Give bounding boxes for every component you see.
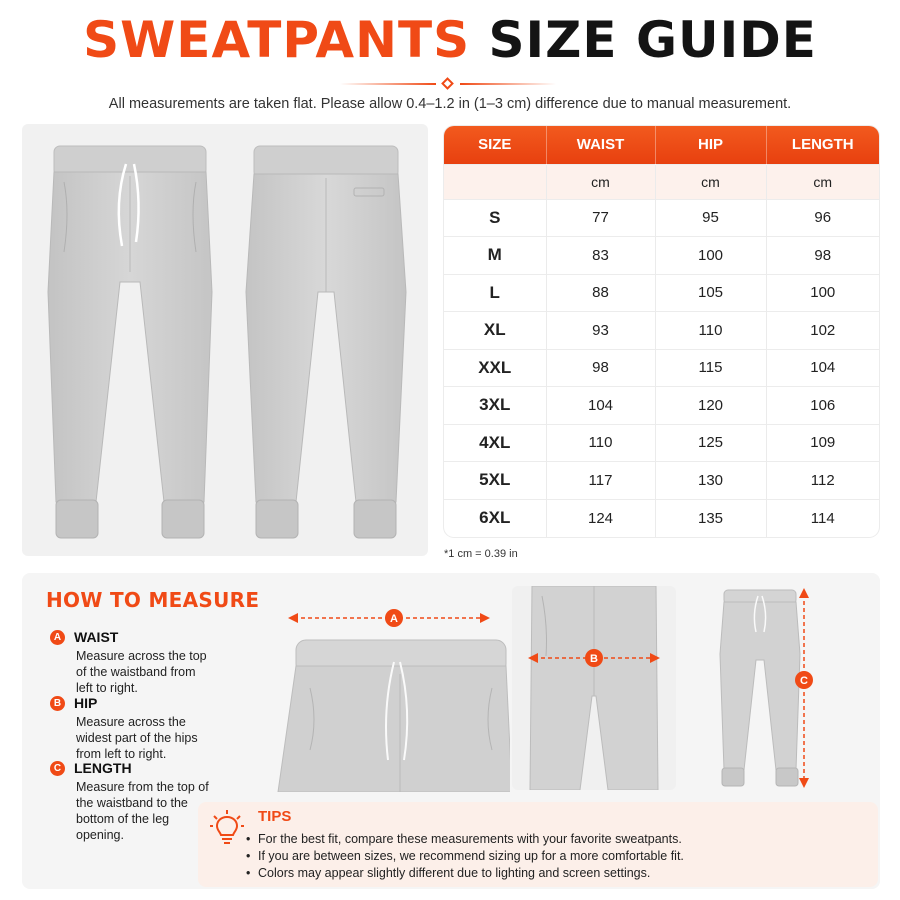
hip-cell: 125: [655, 424, 766, 462]
table-row: [444, 199, 879, 237]
header-waist: WAIST: [546, 126, 655, 164]
table-header-row: [444, 126, 879, 164]
table-row: [444, 387, 879, 425]
tip-item: • For the best fit, compare these measurements with your favorite sweatpants.: [244, 831, 684, 848]
badge-a-icon: A: [390, 613, 398, 625]
front-view-pants-image: [40, 142, 220, 542]
waist-cell: 117: [546, 462, 655, 500]
waist-cell: 124: [546, 499, 655, 537]
hip-cell: 100: [655, 237, 766, 275]
size-cell: L: [444, 274, 546, 312]
back-view-pants-image: [236, 142, 416, 542]
title-divider: [340, 78, 556, 90]
unit-cell: cm: [655, 164, 766, 199]
hip-cell: 130: [655, 462, 766, 500]
hip-cell: 135: [655, 499, 766, 537]
table-row: [444, 462, 879, 500]
waist-cell: 93: [546, 312, 655, 350]
units-row: [444, 164, 879, 199]
hip-measure-diagram: [512, 586, 676, 790]
unit-cell: cm: [546, 164, 655, 199]
badge-b-icon: B: [590, 653, 598, 665]
measure-item-waist: [50, 629, 210, 696]
tip-item: • If you are between sizes, we recommend sizing up for a more comfortable fit.: [244, 848, 684, 865]
header-hip: HIP: [655, 126, 766, 164]
length-cell: 112: [766, 462, 879, 500]
diamond-icon: [441, 77, 454, 90]
measure-description: Measure from the top of the waistband to the bottom of the leg opening.: [76, 780, 209, 842]
length-cell: 106: [766, 387, 879, 425]
product-photo-panel: [22, 124, 428, 556]
table-row: [444, 424, 879, 462]
length-cell: 100: [766, 274, 879, 312]
title-accent: SWEATPANTS: [83, 11, 471, 69]
lightbulb-icon: [210, 810, 244, 846]
badge-c-icon: C: [800, 675, 808, 687]
length-cell: 104: [766, 349, 879, 387]
tip-item: • Colors may appear slightly different due to lighting and screen settings.: [244, 865, 684, 882]
waist-measure-diagram: [270, 600, 510, 792]
waist-cell: 110: [546, 424, 655, 462]
length-cell: 114: [766, 499, 879, 537]
length-measure-diagram: [700, 584, 840, 792]
header-size: SIZE: [444, 126, 546, 164]
size-cell: S: [444, 199, 546, 237]
hip-cell: 105: [655, 274, 766, 312]
size-cell: 6XL: [444, 499, 546, 537]
length-cell: 109: [766, 424, 879, 462]
size-chart-table: [444, 126, 879, 537]
measure-description: Measure across the widest part of the hips from left to right.: [76, 715, 198, 761]
unit-conversion-note: *1 cm = 0.39 in: [444, 548, 518, 560]
measure-label: LENGTH: [74, 760, 132, 776]
measure-item-length: [50, 760, 210, 843]
table-row: [444, 499, 879, 537]
table-row: [444, 312, 879, 350]
size-cell: 5XL: [444, 462, 546, 500]
length-cell: 96: [766, 199, 879, 237]
measurement-disclaimer: All measurements are taken flat. Please allow 0.4–1.2 in (1–3 cm) difference due to manual measurement.: [108, 96, 792, 112]
measure-label: WAIST: [74, 629, 119, 645]
title-rest: SIZE GUIDE: [488, 11, 817, 69]
waist-cell: 77: [546, 199, 655, 237]
length-cell: 102: [766, 312, 879, 350]
how-to-measure-title: HOW TO MEASURE: [46, 588, 260, 612]
tips-list: [244, 831, 684, 882]
waist-cell: 88: [546, 274, 655, 312]
badge-b-icon: B: [50, 696, 65, 711]
hip-cell: 95: [655, 199, 766, 237]
size-cell: M: [444, 237, 546, 275]
unit-cell: [444, 164, 546, 199]
measure-label: HIP: [74, 695, 98, 711]
header-length: LENGTH: [766, 126, 879, 164]
hip-cell: 110: [655, 312, 766, 350]
waist-cell: 104: [546, 387, 655, 425]
hip-cell: 115: [655, 349, 766, 387]
badge-a-icon: A: [50, 630, 65, 645]
hip-cell: 120: [655, 387, 766, 425]
size-cell: XL: [444, 312, 546, 350]
waist-cell: 83: [546, 237, 655, 275]
measure-description: Measure across the top of the waistband from left to right.: [76, 649, 207, 695]
tips-title: TIPS: [258, 808, 292, 825]
size-cell: 4XL: [444, 424, 546, 462]
unit-cell: cm: [766, 164, 879, 199]
badge-c-icon: C: [50, 761, 65, 776]
size-cell: 3XL: [444, 387, 546, 425]
page-title: [0, 10, 900, 70]
measure-item-hip: [50, 695, 210, 762]
length-cell: 98: [766, 237, 879, 275]
waist-cell: 98: [546, 349, 655, 387]
size-cell: XXL: [444, 349, 546, 387]
table-row: [444, 349, 879, 387]
table-row: [444, 274, 879, 312]
table-row: [444, 237, 879, 275]
